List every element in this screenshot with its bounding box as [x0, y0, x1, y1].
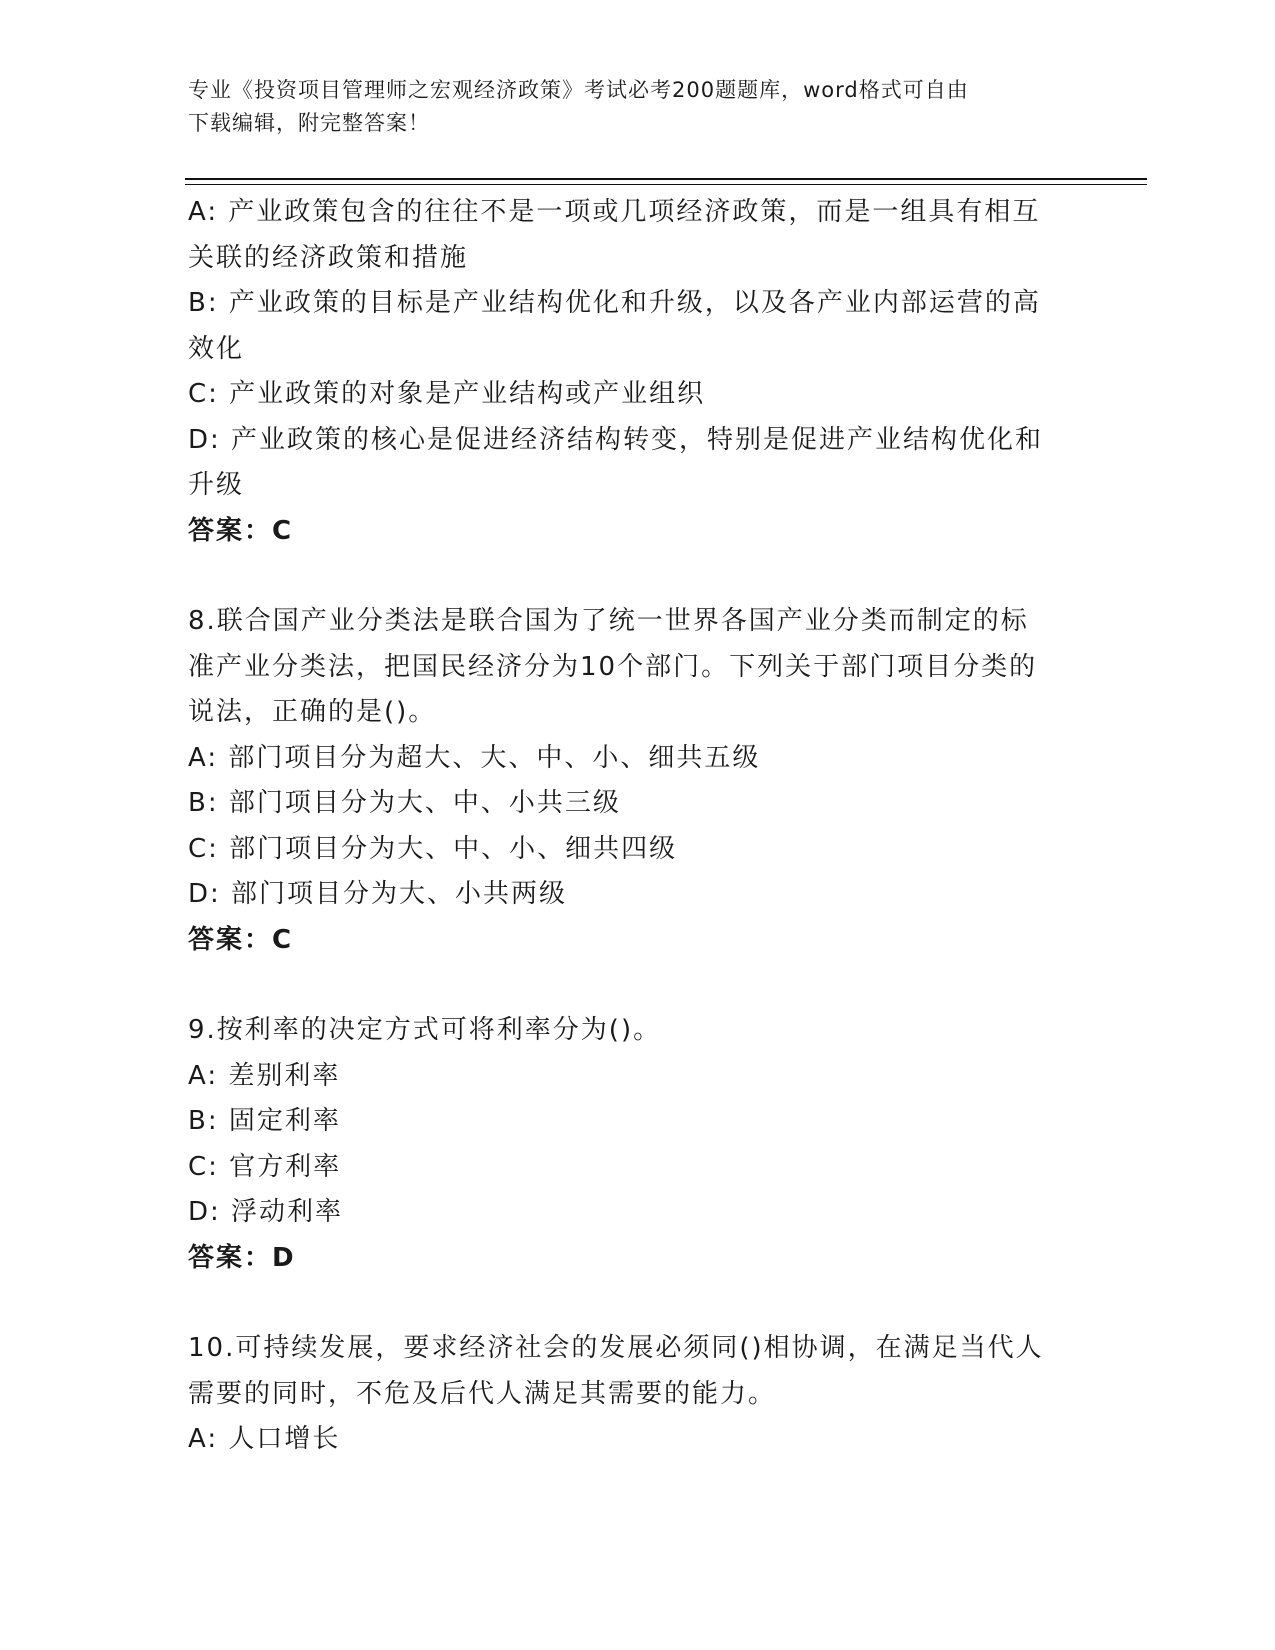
question-list	[188, 190, 1088, 1463]
q9-stem: 9.按利率的决定方式可将利率分为()。	[188, 1015, 662, 1045]
q8-option-b: B: 部门项目分为大、中、小共三级	[188, 788, 621, 818]
q7-option-d-line-2: 升级	[188, 470, 245, 500]
spacer	[188, 963, 1088, 1008]
q7-option-a-line-1: A: 产业政策包含的往往不是一项或几项经济政策，而是一组具有相互	[188, 197, 1041, 227]
q7-option-b-line-2: 效化	[188, 333, 245, 364]
question-8	[188, 599, 1088, 963]
header-divider-thin	[185, 184, 1147, 185]
q8-stem-line-3: 说法，正确的是()。	[188, 697, 437, 727]
q8-option-d: D: 部门项目分为大、小共两级	[188, 879, 568, 909]
question-7	[188, 190, 1088, 554]
q7-option-b-line-1: B: 产业政策的目标是产业结构优化和升级，以及各产业内部运营的高	[188, 288, 1041, 318]
spacer	[188, 554, 1088, 599]
q10-stem-line-2: 需要的同时，不危及后代人满足其需要的能力。	[188, 1378, 777, 1409]
q10-stem-line-1: 10.可持续发展，要求经济社会的发展必须同()相协调，在满足当代人	[188, 1333, 1044, 1363]
q7-option-c: C: 产业政策的对象是产业结构或产业组织	[188, 379, 706, 409]
q7-option-a-line-2: 关联的经济政策和措施	[188, 242, 469, 273]
header-title-line-2: 下载编辑，附完整答案！	[188, 111, 430, 135]
q7-option-d-line-1: D: 产业政策的核心是促进经济结构转变，特别是促进产业结构优化和	[188, 424, 1044, 455]
q9-option-d: D: 浮动利率	[188, 1197, 344, 1227]
q10-option-a: A: 人口增长	[188, 1424, 341, 1454]
q7-answer: 答案：C	[188, 515, 294, 546]
question-9	[188, 1008, 1088, 1281]
q8-stem-line-2: 准产业分类法，把国民经济分为10个部门。下列关于部门项目分类的	[188, 651, 1038, 682]
q8-option-c: C: 部门项目分为大、中、小、细共四级	[188, 833, 678, 864]
q8-stem-line-1: 8.联合国产业分类法是联合国为了统一世界各国产业分类而制定的标	[188, 606, 1029, 636]
q9-option-b: B: 固定利率	[188, 1106, 341, 1136]
q9-option-a: A: 差别利率	[188, 1060, 341, 1091]
q8-option-a: A: 部门项目分为超大、大、中、小、细共五级	[188, 742, 761, 773]
header-title-line-1: 专业《投资项目管理师之宏观经济政策》考试必考200题题库，word格式可自由	[188, 78, 969, 102]
q9-option-c: C: 官方利率	[188, 1151, 342, 1182]
question-10	[188, 1326, 1088, 1463]
header-divider-thick	[185, 178, 1147, 180]
document-header	[188, 74, 1068, 140]
q8-answer: 答案：C	[188, 924, 294, 955]
q9-answer: 答案：D	[188, 1242, 296, 1273]
spacer	[188, 1281, 1088, 1326]
